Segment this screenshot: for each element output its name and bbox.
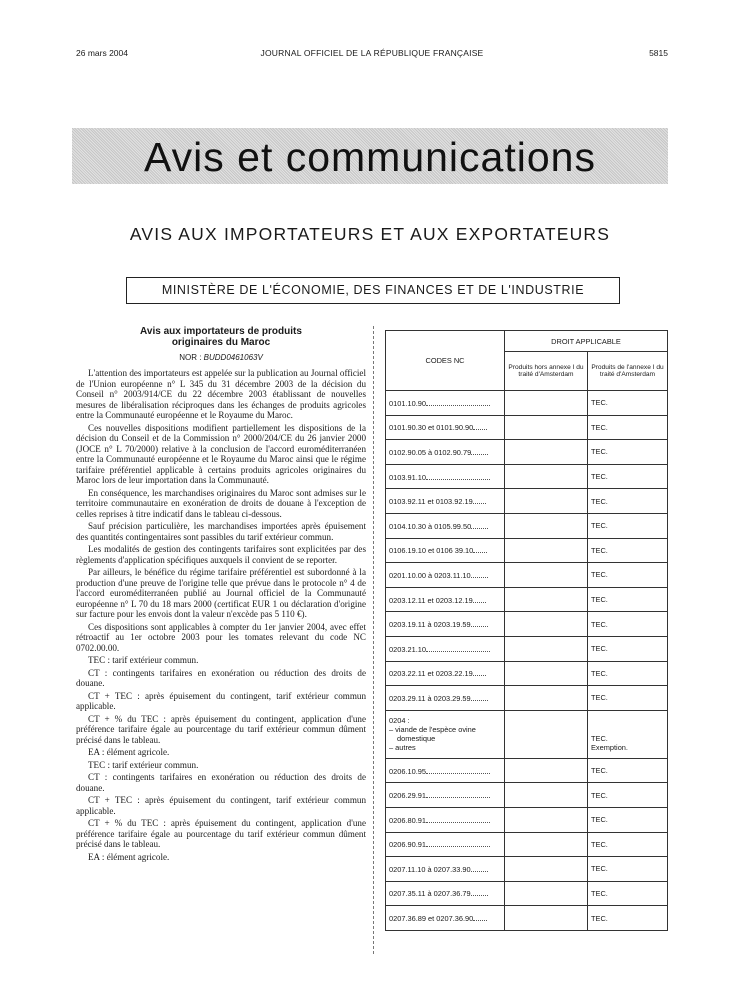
header-journal-title: JOURNAL OFFICIEL DE LA RÉPUBLIQUE FRANÇAISE: [260, 48, 484, 58]
table-row: [386, 881, 668, 906]
nc-code: 0101.90.30 et 0101.90.90: [386, 415, 505, 440]
duty-annexe-i: TEC.: [588, 906, 668, 931]
nor-reference: [76, 353, 366, 362]
leader-dots: [473, 913, 487, 921]
duty-annexe-i: TEC.: [588, 636, 668, 661]
avis-paragraph: Les modalités de gestion des contingents tarifaires sont explicitées par des règlements d'application spécifiques auxquels il convient de se reporter.: [76, 544, 366, 565]
avis-paragraph: En conséquence, les marchandises originaires du Maroc sont admises sur le territoire communautaire en exonération de droits de douane à l'exception de celles reprises à titre indicatif dans le tableau ci-dessous.: [76, 487, 366, 519]
avis-paragraph: EA : élément agricole.: [88, 851, 170, 862]
duty-annexe-i: TEC.: [588, 783, 668, 808]
nc-code: 0204 : – viande de l'espèce ovine domestique – autres: [386, 710, 505, 758]
duty-hors-annexe: [505, 832, 588, 857]
duty-annexe-i: TEC.: [588, 661, 668, 686]
nc-code: 0207.35.11 à 0207.36.79: [386, 881, 505, 906]
duty-hors-annexe: [505, 686, 588, 711]
nc-code: 0206.29.91: [386, 783, 505, 808]
ministry-name: MINISTÈRE DE L'ÉCONOMIE, DES FINANCES ET DE L'INDUSTRIE: [161, 283, 585, 297]
duty-hors-annexe: [505, 636, 588, 661]
avis-paragraph: Ces nouvelles dispositions modifient partiellement les dispositions de la décision du Conseil et de la Commission n° 2000/204/CE du 26 janvier 2000 (JOCE n° L 70/2000) relative à la conclusion de l'accord euroméditerranéen entre la Communauté européenne et le Royaume du Maroc ainsi que le régime tarifaire préférentiel applicable à certains produits agricoles originaires du Maroc lors de leur importation dans la Communauté.: [76, 422, 366, 485]
duty-annexe-i: TEC.: [588, 612, 668, 637]
duty-hors-annexe: [505, 440, 588, 465]
nc-code: 0203.12.11 et 0203.12.19: [386, 587, 505, 612]
leader-dots: [473, 422, 487, 430]
banner-title: Avis et communications: [144, 134, 596, 180]
table-row: [386, 636, 668, 661]
header-codes-nc: CODES NC: [386, 331, 505, 391]
duty-hors-annexe: [505, 489, 588, 514]
avis-paragraph: Ces dispositions sont applicables à compter du 1er janvier 2004, avec effet rétroactif au 1er octobre 2003 pour les tomates relevant du code NC 0702.00.00.: [76, 621, 366, 653]
section-banner: [72, 128, 668, 184]
table-row: [386, 489, 668, 514]
duty-hors-annexe: [505, 391, 588, 416]
duty-hors-annexe: [505, 587, 588, 612]
leader-dots: [471, 693, 488, 701]
nc-code: 0103.92.11 et 0103.92.19: [386, 489, 505, 514]
table-row: [386, 513, 668, 538]
duty-annexe-i: TEC.: [588, 391, 668, 416]
table-row: [386, 440, 668, 465]
duty-annexe-i: TEC.: [588, 587, 668, 612]
nc-code: 0103.91.10: [386, 464, 505, 489]
nc-code: 0203.21.10: [386, 636, 505, 661]
duty-annexe-i: TEC.: [588, 832, 668, 857]
duty-annexe-i: TEC.: [588, 489, 668, 514]
duty-hors-annexe: [505, 857, 588, 882]
duty-hors-annexe: [505, 758, 588, 783]
duty-annexe-i: TEC.: [588, 686, 668, 711]
leader-dots: [471, 521, 488, 529]
avis-paragraph: TEC : tarif extérieur commun.: [88, 759, 199, 770]
table-row: [386, 906, 668, 931]
avis-title-line2: originaires du Maroc: [171, 337, 271, 348]
duty-hors-annexe: [505, 710, 588, 758]
nc-code: 0104.10.30 à 0105.99.50: [386, 513, 505, 538]
avis-paragraph: Sauf précision particulière, les marchandises importées après épuisement des quantités contingentaires sont passibles du tarif extérieur commun.: [76, 521, 366, 542]
leader-dots: [473, 496, 487, 504]
leader-dots: [426, 839, 490, 847]
avis-paragraph: CT : contingents tarifaires en exonération ou réduction des droits de douane.: [76, 772, 366, 793]
avis-paragraph: CT + TEC : après épuisement du contingent, tarif extérieur commun applicable.: [76, 795, 366, 816]
table-row: [386, 832, 668, 857]
avis-paragraph: CT + % du TEC : après épuisement du contingent, application d'une préférence tarifaire égale au pourcentage du tarif extérieur commun dûment précisé dans le tableau.: [76, 713, 366, 745]
table-row: [386, 415, 668, 440]
nc-code: 0203.29.11 à 0203.29.59: [386, 686, 505, 711]
leader-dots: [473, 668, 487, 676]
avis-title: [76, 326, 366, 348]
nc-code: 0207.11.10 à 0207.33.90: [386, 857, 505, 882]
duty-hors-annexe: [505, 906, 588, 931]
avis-paragraph: CT + TEC : après épuisement du contingent, tarif extérieur commun applicable.: [76, 690, 366, 711]
duty-annexe-i: TEC.: [588, 807, 668, 832]
table-row: [386, 758, 668, 783]
leader-dots: [426, 815, 490, 823]
leader-dots: [471, 864, 488, 872]
table-row: [386, 612, 668, 637]
nc-code: 0102.90.05 à 0102.90.79: [386, 440, 505, 465]
ministry-box: [126, 277, 620, 304]
duty-annexe-i: TEC.: [588, 538, 668, 563]
leader-dots: [471, 619, 488, 627]
duty-annexe-i: TEC.: [588, 513, 668, 538]
duty-hors-annexe: [505, 464, 588, 489]
duty-hors-annexe: [505, 612, 588, 637]
leader-dots: [426, 790, 490, 798]
header-hors-annexe: Produits hors annexe I du traité d'Amsterdam: [505, 352, 588, 391]
nc-code: 0106.19.10 et 0106 39.10: [386, 538, 505, 563]
duty-annexe-i: TEC.: [588, 415, 668, 440]
duty-hors-annexe: [505, 513, 588, 538]
leader-dots: [426, 472, 490, 480]
duty-hors-annexe: [505, 807, 588, 832]
duty-hors-annexe: [505, 661, 588, 686]
nc-code: 0201.10.00 à 0203.11.10: [386, 563, 505, 588]
table-row: [386, 538, 668, 563]
duty-annexe-i: TEC.: [588, 464, 668, 489]
table-row: [386, 563, 668, 588]
table-row: [386, 587, 668, 612]
duty-annexe-i: TEC. Exemption.: [588, 710, 668, 758]
header-date: 26 mars 2004: [76, 48, 128, 58]
leader-dots: [471, 888, 488, 896]
avis-paragraph: CT + % du TEC : après épuisement du contingent, application d'une préférence tarifaire égale au pourcentage du tarif extérieur commun dûment précisé dans le tableau.: [76, 818, 366, 849]
avis-body: [76, 368, 366, 862]
nor-value: BUDD0461063V: [203, 353, 263, 362]
table-row: [386, 857, 668, 882]
leader-dots: [471, 447, 488, 455]
table-row: [386, 661, 668, 686]
leader-dots: [426, 766, 490, 774]
nc-code: 0203.19.11 à 0203.19.59: [386, 612, 505, 637]
table-row: [386, 686, 668, 711]
table-row: [386, 783, 668, 808]
nc-code: 0206.90.91: [386, 832, 505, 857]
table-row: [386, 391, 668, 416]
duty-hors-annexe: [505, 538, 588, 563]
table-row: [386, 710, 668, 758]
avis-paragraph: L'attention des importateurs est appelée sur la publication au Journal officiel de l'Union européenne n° L 345 du 31 décembre 2003 de la décision du Conseil n° 2003/914/CE du 22 décembre 2003 établissant de nouvelles mesures de libéralisation réciproques dans les échanges de produits agricoles entre la Communauté européenne et le Royaume du Maroc.: [76, 368, 366, 420]
duty-hors-annexe: [505, 563, 588, 588]
section-title: AVIS AUX IMPORTATEURS ET AUX EXPORTATEURS: [129, 224, 611, 244]
avis-paragraph: EA : élément agricole.: [88, 747, 170, 757]
avis-title-line1: Avis aux importateurs de produits: [140, 326, 302, 337]
tariff-table: [385, 330, 668, 931]
duty-annexe-i: TEC.: [588, 563, 668, 588]
avis-paragraph: CT : contingents tarifaires en exonération ou réduction des droits de douane.: [76, 667, 366, 688]
duty-annexe-i: TEC.: [588, 857, 668, 882]
duty-hors-annexe: [505, 881, 588, 906]
header-page-number: 5815: [649, 48, 668, 58]
nc-code: 0207.36.89 et 0207.36.90: [386, 906, 505, 931]
avis-paragraph: TEC : tarif extérieur commun.: [88, 655, 199, 665]
leader-dots: [473, 545, 487, 553]
table-row: [386, 464, 668, 489]
column-divider: [373, 326, 374, 954]
duty-annexe-i: TEC.: [588, 758, 668, 783]
duty-annexe-i: TEC.: [588, 440, 668, 465]
leader-dots: [426, 398, 490, 406]
duty-annexe-i: TEC.: [588, 881, 668, 906]
leader-dots: [426, 644, 490, 652]
leader-dots: [471, 570, 488, 578]
duty-hors-annexe: [505, 415, 588, 440]
avis-column: [76, 326, 366, 864]
nc-code: 0203.22.11 et 0203.22.19: [386, 661, 505, 686]
leader-dots: [473, 595, 487, 603]
duty-hors-annexe: [505, 783, 588, 808]
nc-code: 0206.80.91: [386, 807, 505, 832]
nc-code: 0101.10.90: [386, 391, 505, 416]
header-droit-applicable: DROIT APPLICABLE: [505, 331, 668, 352]
nor-label: NOR :: [179, 353, 202, 362]
table-row: [386, 807, 668, 832]
header-annexe-i: Produits de l'annexe I du traité d'Amsterdam: [588, 352, 668, 391]
nc-code: 0206.10.95: [386, 758, 505, 783]
avis-paragraph: Par ailleurs, le bénéfice du régime tarifaire préférentiel est subordonné à la production d'une preuve de l'origine telle que prévue dans le protocole n° 4 de l'accord euroméditerranéen publié au Journal officiel de la Communauté européenne n° L 70 du 18 mars 2000 (certificat EUR 1 ou déclaration d'origine sur facture pour les envois dont la valeur n'excède pas 5 110 €).: [76, 567, 366, 619]
